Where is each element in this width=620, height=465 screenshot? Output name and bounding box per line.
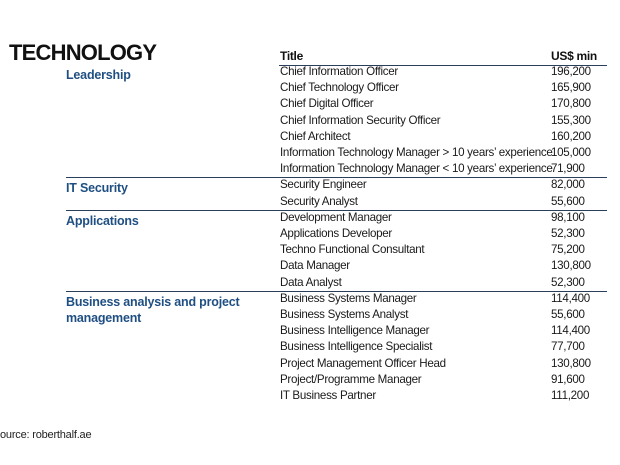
table-row bbox=[0, 323, 620, 339]
usd-min-cell: 55,600 bbox=[551, 194, 585, 208]
table-row bbox=[0, 258, 620, 274]
usd-min-cell: 155,300 bbox=[551, 113, 591, 127]
job-title-cell: Chief Architect bbox=[280, 129, 351, 143]
column-header-usd-min: US$ min bbox=[551, 49, 597, 63]
job-title-cell: Chief Information Security Officer bbox=[280, 113, 441, 127]
table-row bbox=[0, 161, 620, 177]
job-title-cell: Information Technology Manager < 10 years’ experience bbox=[280, 162, 553, 176]
table-row bbox=[0, 177, 620, 193]
usd-min-cell: 52,300 bbox=[551, 275, 585, 289]
job-title-cell: Chief Information Officer bbox=[280, 65, 398, 78]
table-section bbox=[0, 177, 620, 209]
usd-min-cell: 114,400 bbox=[551, 291, 590, 305]
usd-min-cell: 160,200 bbox=[551, 129, 591, 143]
table-row bbox=[0, 80, 620, 96]
usd-min-cell: 130,800 bbox=[551, 356, 591, 370]
usd-min-cell: 114,400 bbox=[551, 324, 590, 338]
table-row bbox=[0, 307, 620, 323]
job-title-cell: IT Business Partner bbox=[280, 388, 376, 402]
usd-min-cell: 52,300 bbox=[551, 226, 585, 240]
table-section bbox=[0, 210, 620, 291]
source-note: ource: roberthalf.ae bbox=[0, 429, 92, 441]
section-rows bbox=[0, 210, 620, 291]
job-title-cell: Business Intelligence Specialist bbox=[280, 340, 433, 354]
job-title-cell: Business Systems Manager bbox=[280, 291, 417, 305]
table-section bbox=[0, 64, 620, 177]
job-title-cell: Chief Technology Officer bbox=[280, 81, 399, 95]
usd-min-cell: 196,200 bbox=[551, 65, 591, 78]
table-row bbox=[0, 194, 620, 210]
usd-min-cell: 105,000 bbox=[551, 145, 591, 159]
table-section bbox=[0, 291, 620, 404]
table-row bbox=[0, 226, 620, 242]
table-row bbox=[0, 113, 620, 129]
table-row bbox=[0, 372, 620, 388]
usd-min-cell: 111,200 bbox=[551, 388, 590, 402]
usd-min-cell: 170,800 bbox=[551, 97, 591, 111]
job-title-cell: Techno Functional Consultant bbox=[280, 243, 425, 257]
usd-min-cell: 75,200 bbox=[551, 243, 585, 257]
usd-min-cell: 71,900 bbox=[551, 162, 585, 176]
job-title-cell: Development Manager bbox=[280, 210, 392, 224]
table-row bbox=[0, 242, 620, 258]
usd-min-cell: 91,600 bbox=[551, 372, 585, 386]
table-row bbox=[0, 129, 620, 145]
section-label: Leadership bbox=[66, 68, 131, 82]
section-label: IT Security bbox=[66, 181, 128, 196]
job-title-cell: Project/Programme Manager bbox=[280, 372, 422, 386]
job-title-cell: Project Management Officer Head bbox=[280, 356, 446, 370]
usd-min-cell: 55,600 bbox=[551, 307, 585, 321]
table-row bbox=[0, 275, 620, 291]
job-title-cell: Information Technology Manager > 10 years’ experience bbox=[280, 145, 553, 159]
section-rows bbox=[0, 291, 620, 404]
column-header-title: Title bbox=[280, 49, 303, 63]
table-row bbox=[0, 210, 620, 226]
section-label: Applications bbox=[66, 213, 139, 228]
table-row bbox=[0, 96, 620, 112]
job-title-cell: Data Manager bbox=[280, 259, 350, 273]
usd-min-cell: 98,100 bbox=[551, 210, 585, 224]
table-row bbox=[0, 291, 620, 307]
usd-min-cell: 82,000 bbox=[551, 178, 585, 192]
table-row bbox=[0, 388, 620, 404]
section-rows bbox=[0, 177, 620, 209]
table-row bbox=[0, 145, 620, 161]
job-title-cell: Applications Developer bbox=[280, 226, 392, 240]
usd-min-cell: 77,700 bbox=[551, 340, 585, 354]
job-title-cell: Data Analyst bbox=[280, 275, 342, 289]
job-title-cell: Security Analyst bbox=[280, 194, 358, 208]
job-title-cell: Security Engineer bbox=[280, 178, 367, 192]
usd-min-cell: 130,800 bbox=[551, 259, 591, 273]
table-row bbox=[0, 64, 620, 80]
table-row bbox=[0, 356, 620, 372]
table-row bbox=[0, 339, 620, 355]
job-title-cell: Business Intelligence Manager bbox=[280, 324, 430, 338]
section-label: Business analysis and project management bbox=[66, 294, 240, 325]
job-title-cell: Chief Digital Officer bbox=[280, 97, 374, 111]
usd-min-cell: 165,900 bbox=[551, 81, 591, 95]
job-title-cell: Business Systems Analyst bbox=[280, 307, 409, 321]
page-heading: TECHNOLOGY bbox=[9, 40, 157, 65]
section-rows bbox=[0, 64, 620, 177]
